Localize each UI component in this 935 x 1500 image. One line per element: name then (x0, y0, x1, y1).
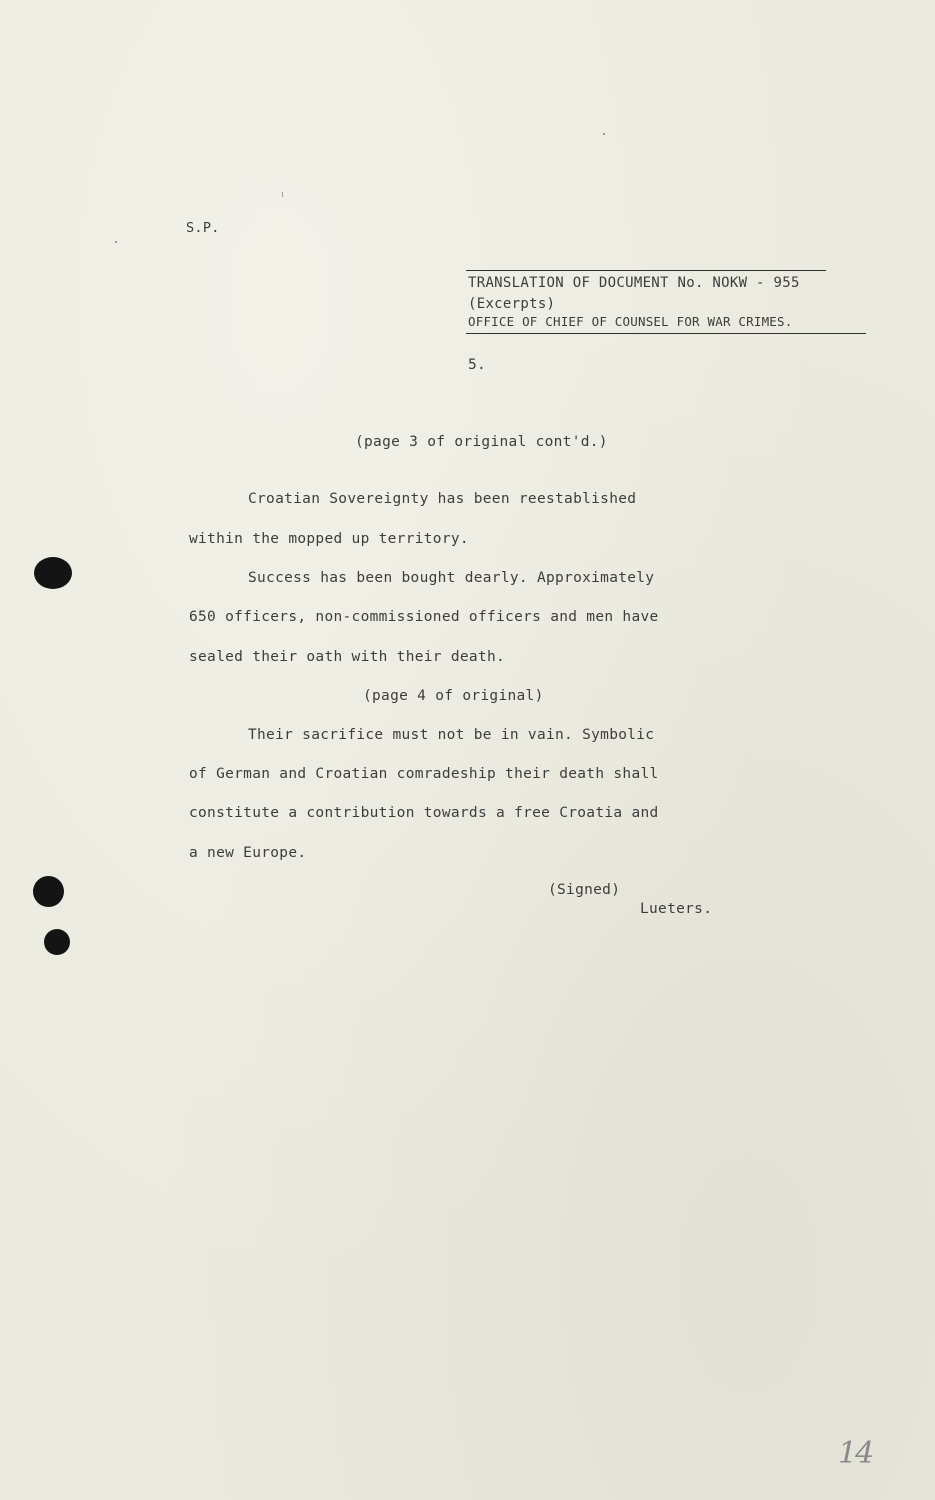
punch-hole-2 (33, 876, 64, 907)
page-reference-original-4: (page 4 of original) (363, 688, 544, 704)
header-top-rule (466, 270, 826, 271)
initials: S.P. (186, 220, 220, 236)
header-office: OFFICE OF CHIEF OF COUNSEL FOR WAR CRIMES. (468, 314, 793, 329)
paragraph-2-line-3: sealed their oath with their death. (189, 649, 506, 665)
punch-hole-3 (44, 929, 70, 955)
signer-name: Lueters. (640, 901, 713, 917)
paragraph-3-line-2: of German and Croatian comradeship their death shall (189, 766, 659, 782)
paragraph-1-line-1: Croatian Sovereignty has been reestablished (248, 491, 637, 507)
paragraph-3-line-1: Their sacrifice must not be in vain. Symbolic (248, 727, 655, 743)
paragraph-3-line-3: constitute a contribution towards a free Croatia and (189, 805, 659, 821)
paragraph-2-line-1: Success has been bought dearly. Approximately (248, 570, 655, 586)
page-reference-original-3: (page 3 of original cont'd.) (355, 434, 608, 450)
paper-speck (282, 192, 283, 197)
paragraph-2-line-2: 650 officers, non-commissioned officers and men have (189, 609, 659, 625)
paper-speck (603, 133, 605, 135)
header-bottom-rule (466, 333, 866, 334)
paper-speck (115, 241, 117, 243)
header-excerpts: (Excerpts) (468, 296, 556, 312)
handwritten-folio-number: 14 (838, 1436, 873, 1471)
header-title: TRANSLATION OF DOCUMENT No. NOKW - 955 (468, 275, 800, 291)
punch-hole-1 (34, 557, 72, 589)
paragraph-1-line-2: within the mopped up territory. (189, 531, 469, 547)
page-number: 5. (468, 357, 487, 373)
paragraph-3-line-4: a new Europe. (189, 845, 307, 861)
signed-label: (Signed) (548, 882, 621, 898)
